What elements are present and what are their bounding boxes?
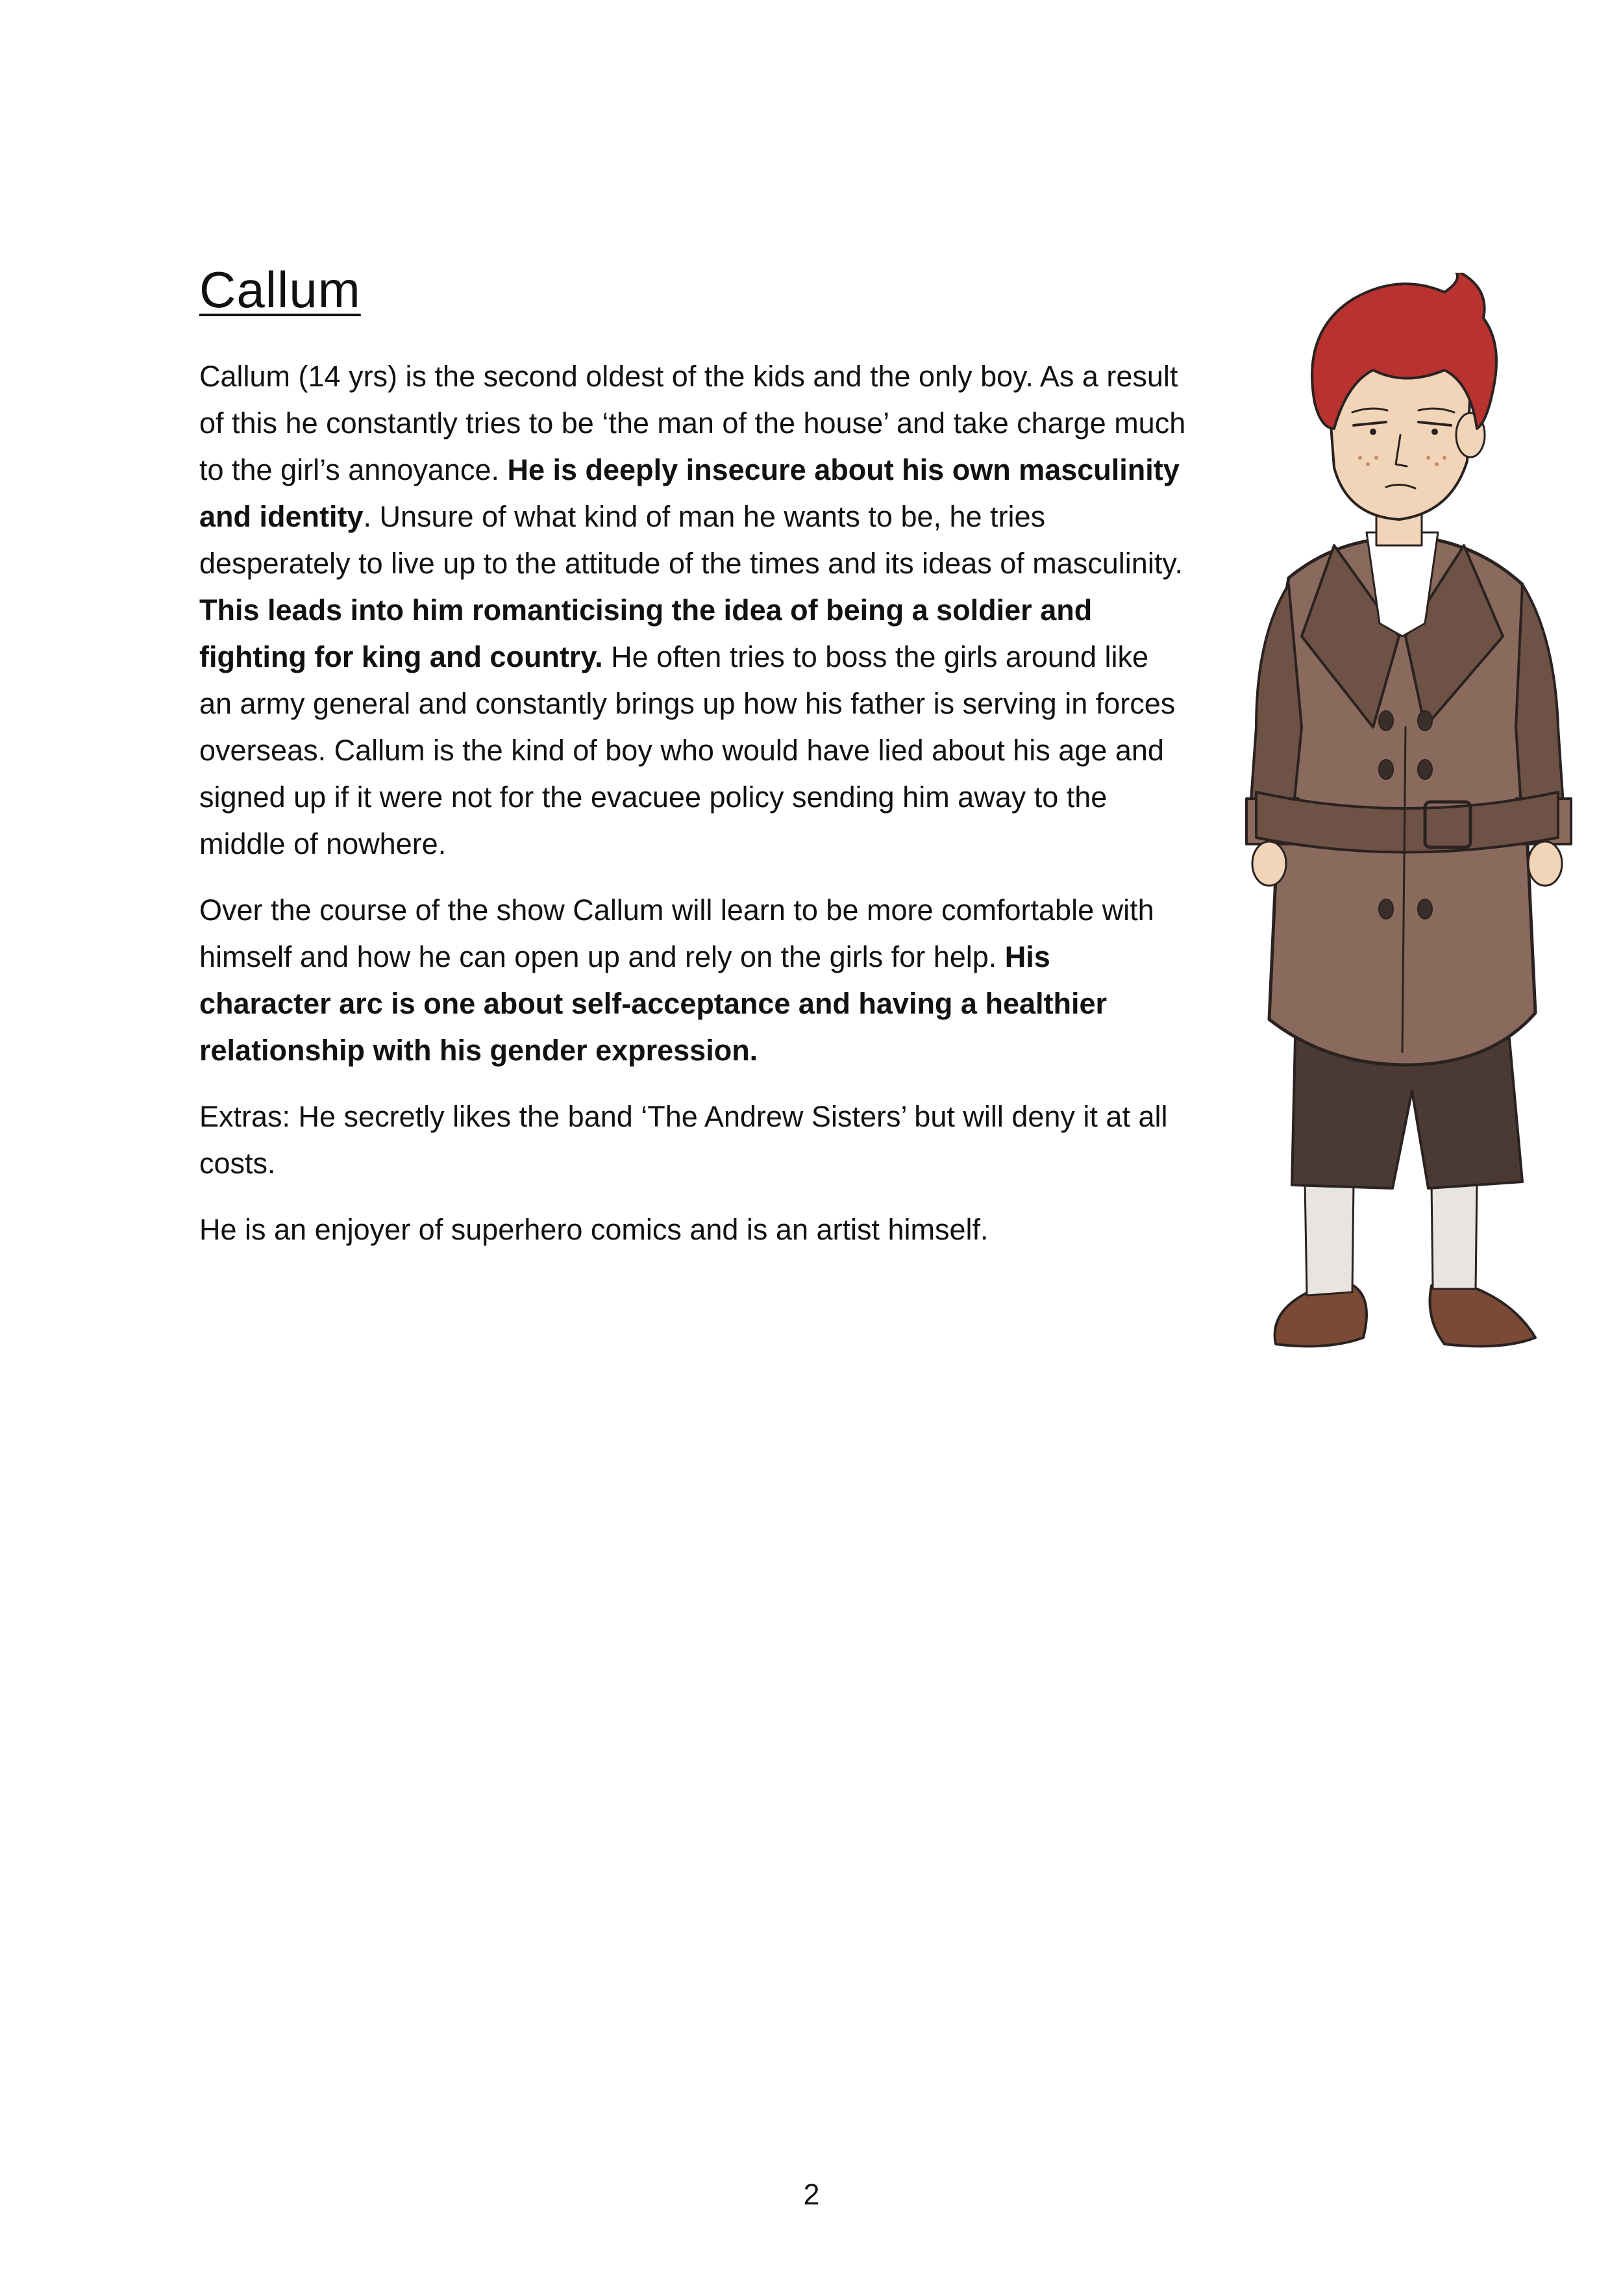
bold-text-run: His character arc is one about self-acceptance and having a healthier relationship with his gender expression. [199, 940, 1108, 1067]
freckle [1358, 456, 1362, 460]
coat-button [1418, 711, 1432, 730]
right-sleeve [1516, 584, 1565, 825]
page-title: Callum [199, 261, 361, 318]
right-eye [1431, 429, 1438, 435]
coat-button [1379, 899, 1393, 919]
freckle [1366, 462, 1370, 466]
page-number: 2 [803, 2178, 820, 2211]
paragraph [199, 887, 1186, 1074]
left-sock [1305, 1182, 1354, 1295]
right-sock [1431, 1182, 1477, 1289]
paragraph [199, 353, 1186, 867]
text-run: He often tries to boss the girls around like an army general and constantly brings up how his father is serving in forces overseas. Callum is the kind of boy who would have lied about his age and signed up if it were not for the evacuee policy sending him away to the middle of nowhere. [199, 640, 1176, 860]
text-run: Callum (14 yrs) is the second oldest of the kids and the only boy. As a result of this he constantly tries to be ‘the man of the house’ and take charge much to the girl’s annoyance. [199, 359, 1186, 486]
text-run: Extras: He secretly likes the band ‘The Andrew Sisters’ but will deny it at all costs. [199, 1099, 1168, 1180]
left-hand [1252, 842, 1286, 886]
callum-character-illustration [1230, 273, 1581, 1351]
bold-text-run: This leads into him romanticising the idea of being a soldier and fighting for king and country. [199, 593, 1093, 673]
text-column [199, 260, 1186, 1273]
coat-button [1379, 760, 1393, 779]
text-run: Over the course of the show Callum will learn to be more comfortable with himself and how he can open up and rely on the girls for help. [199, 893, 1154, 973]
freckle [1426, 456, 1430, 460]
bold-text-run: He is deeply insecure about his own masculinity and identity [199, 453, 1180, 533]
freckle [1443, 456, 1446, 460]
coat-button [1418, 760, 1432, 779]
coat-button [1379, 711, 1393, 730]
left-eye [1370, 429, 1376, 435]
right-shoe [1430, 1286, 1536, 1346]
paragraph [199, 1206, 1186, 1253]
body-text [199, 353, 1186, 1253]
freckle [1435, 462, 1439, 466]
right-hand [1528, 842, 1562, 886]
freckle [1374, 456, 1378, 460]
paragraph [199, 1093, 1186, 1187]
text-run: . Unsure of what kind of man he wants to be, he tries desperately to live up to the attitude of the times and its ideas of masculinity. [199, 499, 1183, 580]
text-run: He is an enjoyer of superhero comics and is an artist himself. [199, 1212, 989, 1246]
coat-button [1418, 899, 1432, 919]
